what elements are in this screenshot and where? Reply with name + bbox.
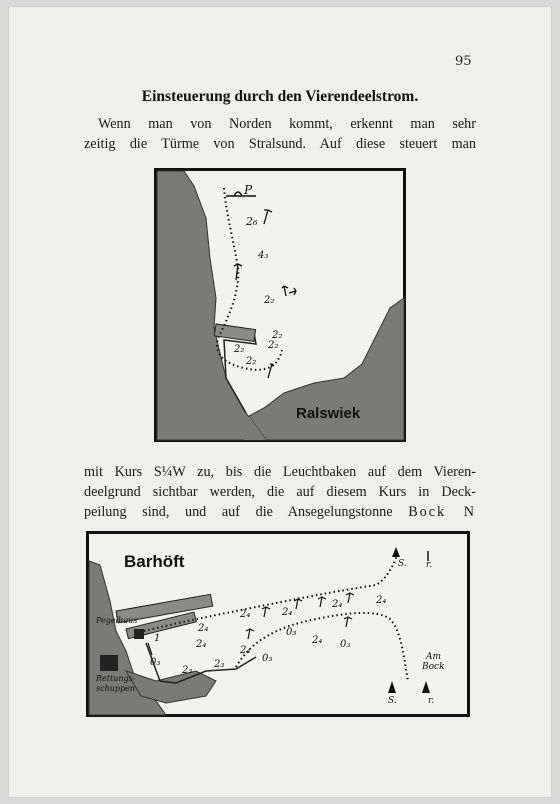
map2-depth-6: 2₄ <box>240 645 251 656</box>
map1-depth-2: 4₃ <box>258 250 269 261</box>
page-number: 95 <box>455 54 472 69</box>
map2-depth-11: 0₃ <box>150 657 161 668</box>
map2-shed-label-2: schuppen <box>96 684 136 693</box>
map1-depth-1: 2₆ <box>246 215 258 228</box>
map2-shed-label-1: Rettungs- <box>96 674 136 683</box>
map2-depth-2: 2₄ <box>240 609 251 620</box>
map2-place-label: Barhöft <box>124 552 185 571</box>
rescue-shed-icon <box>100 655 118 671</box>
map2-depth-10: 0₃ <box>340 639 351 650</box>
map2-buoy-r-top: r. <box>426 560 433 570</box>
book-page <box>8 6 552 798</box>
paragraph-2-line-3-text: peilung sind, und auf die Ansegelungstonne <box>84 504 393 520</box>
paragraph-1-line-1: Wenn man von Norden kommt, erkennt man sehr <box>98 116 476 132</box>
map2-depth-9: 0₃ <box>262 653 273 664</box>
map2-depth-8: 0₃ <box>286 627 297 638</box>
map2-depth-3: 2₄ <box>282 607 293 618</box>
map1-depth-4: 2₂ <box>272 330 283 341</box>
map1-depth-6: 2₂ <box>234 344 245 355</box>
paragraph-2-line-3-spaced: Bock N <box>408 504 477 520</box>
map1-depth-5: 2₂ <box>268 340 279 351</box>
paragraph-1 <box>84 114 476 154</box>
map2-buoy-s-top: S. <box>398 559 407 569</box>
map1-depth-3: 2₂ <box>264 295 275 306</box>
map2-depth-4: 2₄ <box>332 599 343 610</box>
paragraph-2 <box>84 462 476 522</box>
map1-buoy-letter: P <box>244 183 253 197</box>
paragraph-2-line-3 <box>84 502 476 522</box>
map2-depth-12: 2₃ <box>182 665 193 676</box>
map2-am-bock-1: Am <box>426 652 442 662</box>
map2-buoy-s-bottom: S. <box>388 696 397 706</box>
map2-depth-13: 2₃ <box>214 659 225 670</box>
map-ralswiek <box>154 168 406 442</box>
map1-depth-7: 2₂ <box>246 356 257 367</box>
map2-buoy-r-bottom: r. <box>428 696 435 706</box>
map2-am-bock-2: Bock <box>422 662 445 672</box>
paragraph-2-line-2: deelgrund sichtbar werden, die auf diesem Kurs in Deck- <box>84 484 476 500</box>
paragraph-1-line-2: zeitig die Türme von Stralsund. Auf diese steuert man <box>84 136 476 152</box>
section-heading: Einsteuerung durch den Vierendeelstrom. <box>141 88 419 105</box>
map1-place-label: Ralswiek <box>296 405 361 422</box>
map2-depth-14: 2₄ <box>196 639 207 650</box>
map2-depth-1: 2₄ <box>198 623 209 634</box>
map-barhoeft <box>86 531 470 717</box>
map2-pegel-label: Pegelhaus <box>96 616 138 625</box>
map2-depth-15: 1 <box>154 633 161 644</box>
paragraph-2-line-1: mit Kurs S¼W zu, bis die Leuchtbaken auf dem Vieren- <box>84 464 476 480</box>
map2-depth-7: 2₄ <box>312 635 323 646</box>
map2-depth-5: 2₄ <box>376 595 387 606</box>
